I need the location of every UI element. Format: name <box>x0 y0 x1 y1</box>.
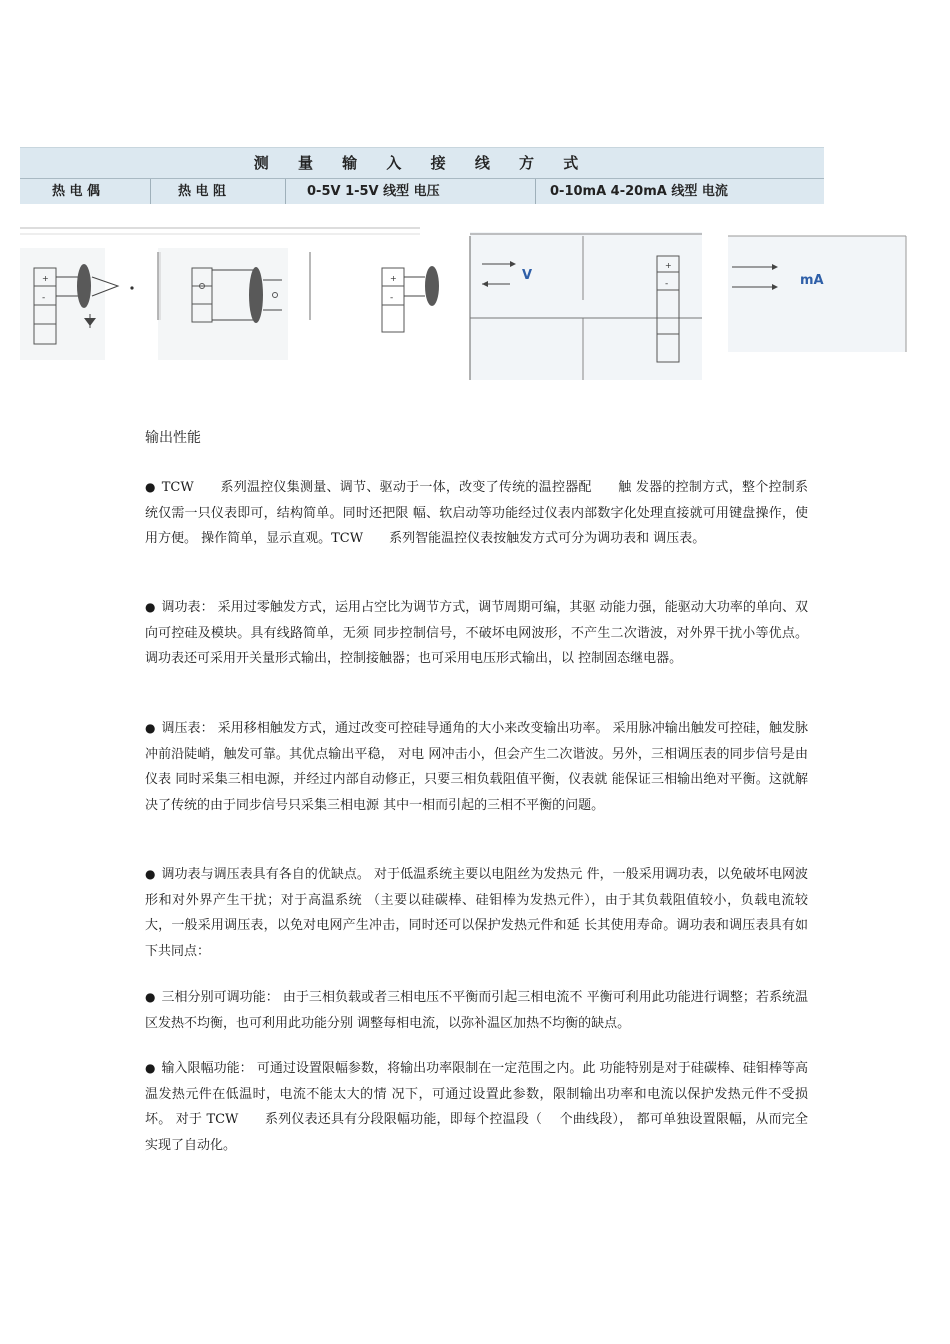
minus-sign: - <box>665 279 669 289</box>
paragraph <box>145 475 808 552</box>
wiring-title: 测 量 输 入 接 线 方 式 <box>20 148 824 179</box>
wiring-table-header <box>20 147 824 204</box>
paragraph-text: TCW 系列温控仪集测量、调节、驱动于一体，改变了传统的温控器配 触 发器的控制方式，整个控制系统仅需一只仪表即可，结构简单。同时还把限 幅、软启动等功能经过仪表内部数字化处理直接就可用键盘操作，使用方便。 操作简单，显示直观。TCW 系列智能温控仪表按触发方式可分为调功表和 调压表。 <box>145 480 808 546</box>
paragraph-text: 输入限幅功能： 可通过设置限幅参数，将输出功率限制在一定范围之内。此 功能特别是对于硅碳棒、硅钼棒等高温发热元件在低温时，电流不能太大的情 况下，可通过设置此参数，限制输出功率和电流以保护发热元件不受损坏。 对于 TCW 系列仪表还具有分段限幅功能，即每个控温段（ 个曲线段）， 都可单独设置限幅，从而完全实现了自动化。 <box>145 1061 808 1153</box>
plus-sign: + <box>42 274 49 283</box>
bullet-icon: ● <box>145 480 156 494</box>
wiring-diagram <box>20 210 910 380</box>
bullet-icon: ● <box>145 721 156 735</box>
paragraph-text: 调压表： 采用移相触发方式，通过改变可控硅导通角的大小来改变输出功率。 采用脉冲输出触发可控硅，触发脉冲前沿陡峭，触发可靠。其优点输出平稳， 对电 网冲击小，但会产生二次谐波。另外，三相调压表的同步信号是由仪表 同时采集三相电源，并经过内部自动修正，只要三相负载阻值平衡，仪表就 能保证三相输出绝对平衡。这就解决了传统的由于同步信号只采集三相电源 其中一相而引起的三相不平衡的问题。 <box>145 721 808 813</box>
voltage-input-diagram <box>382 266 439 332</box>
thermocouple-lens <box>77 264 91 308</box>
paragraph-text: 三相分别可调功能： 由于三相负载或者三相电压不平衡而引起三相电流不 平衡可利用此功能进行调整；若系统温区发热不均衡，也可利用此功能分别 调整每相电流，以弥补温区加热不均衡的缺点。 <box>145 990 808 1031</box>
paragraph <box>145 985 808 1036</box>
paragraph-text: 调功表与调压表具有各自的优缺点。 对于低温系统主要以电阻丝为发热元 件，一般采用调功表，以免破坏电网波形和对外界产生干扰；对于高温系统 （主要以硅碳棒、硅钼棒为发热元件），由于其负载阻值较小，负载电流较 大，一般采用调压表，以免对电网产生冲击，同时还可以保护发热元件和延 长其使用寿命。调功表和调压表具有如下共同点： <box>145 867 808 959</box>
bullet-icon: ● <box>145 1061 156 1075</box>
current-symbol: mA <box>800 273 824 288</box>
column-current: 0-10mA 4-20mA 线型 电流 <box>550 184 728 199</box>
wiring-columns <box>20 179 824 204</box>
paragraph <box>145 595 808 672</box>
column-divider <box>535 179 536 204</box>
column-rtd: 热 电 阻 <box>178 184 227 199</box>
column-thermocouple: 热 电 偶 <box>52 184 101 199</box>
panel-bg <box>20 248 105 360</box>
panel-bg <box>470 232 702 380</box>
column-voltage: 0-5V 1-5V 线型 电压 <box>307 184 440 199</box>
paragraph <box>145 862 808 964</box>
bullet-icon: ● <box>145 990 156 1004</box>
panel-bg <box>728 236 906 352</box>
plus-sign: + <box>665 261 672 270</box>
junction-dot <box>130 286 133 289</box>
column-divider <box>285 179 286 204</box>
section-title: 输出性能 <box>145 430 201 446</box>
paragraph <box>145 1056 808 1158</box>
panel-bg <box>158 248 288 360</box>
input-lens <box>425 266 439 306</box>
paragraph-text: 调功表： 采用过零触发方式，运用占空比为调节方式，调节周期可编，其驱 动能力强，能驱动大功率的单向、双向可控硅及模块。具有线路简单，无须 同步控制信号，不破坏电网波形，不产生二次谐波，对外界干扰小等优点。 调功表还可采用开关量形式输出，控制接触器；也可采用电压形式输出，以 控制固态继电器。 <box>145 600 808 666</box>
wiring-diagram-svg <box>20 210 910 380</box>
paragraph <box>145 716 808 818</box>
minus-sign: - <box>42 293 46 303</box>
rtd-lens <box>249 267 263 323</box>
bullet-icon: ● <box>145 867 156 881</box>
minus-sign: - <box>390 293 394 303</box>
column-divider <box>150 179 151 204</box>
voltage-symbol: V <box>522 268 533 283</box>
plus-sign: + <box>390 274 397 283</box>
bullet-icon: ● <box>145 600 156 614</box>
